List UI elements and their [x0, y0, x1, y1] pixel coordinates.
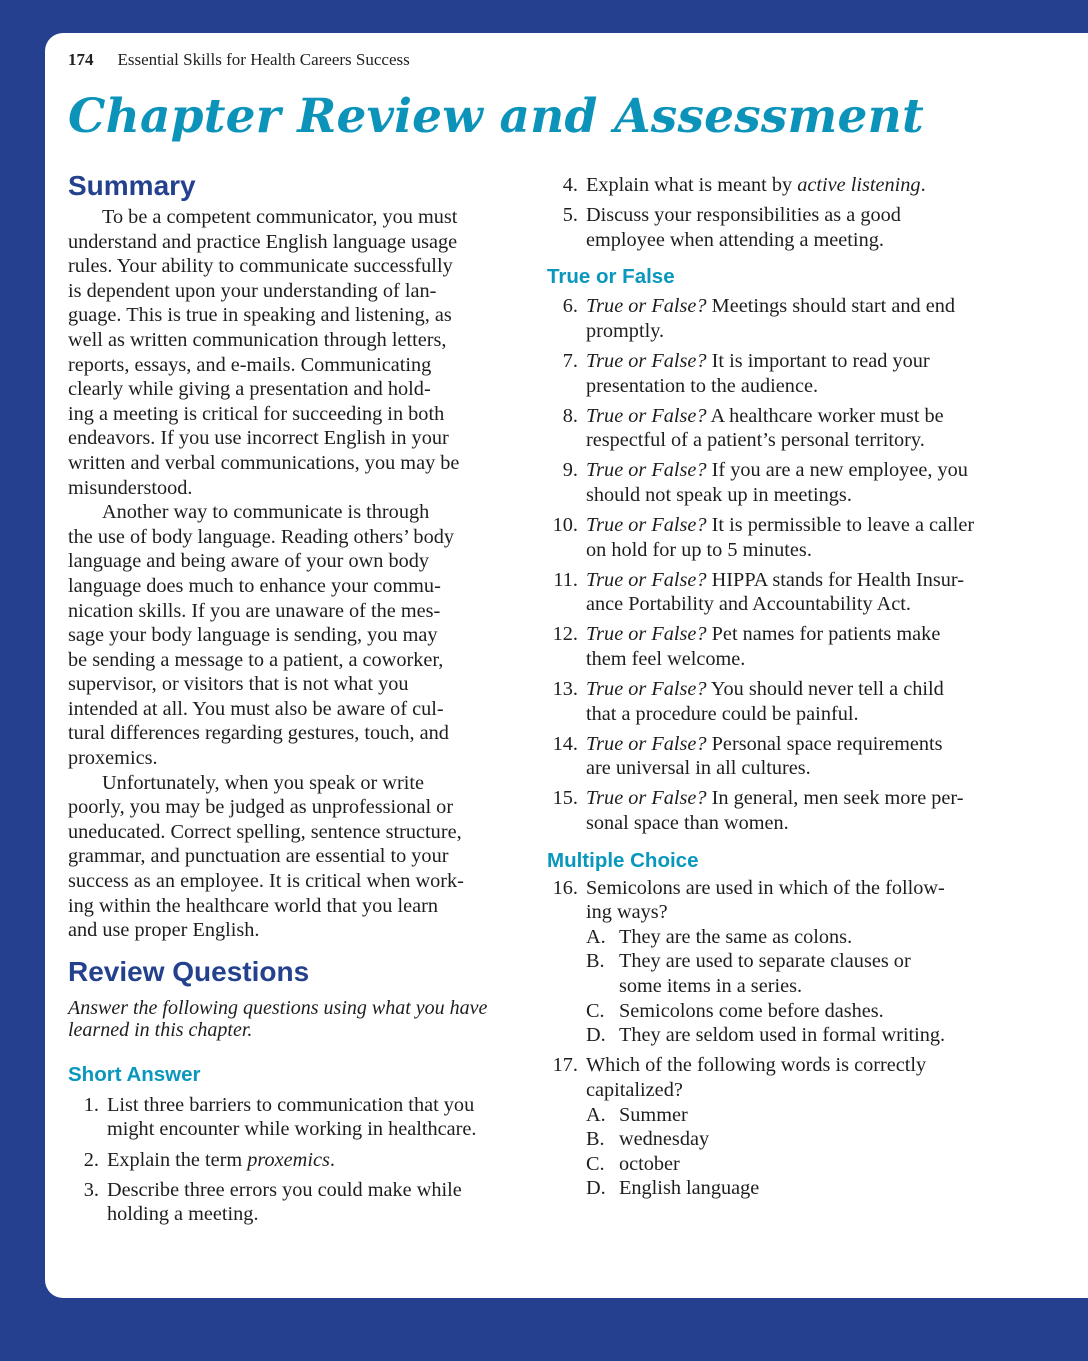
true-false-heading: True or False — [547, 265, 675, 289]
summary-paragraph-1: To be a competent communicator, you must understand and practice English language usage rules. Your ability to communicate successfully is dependent upon your understanding of lan- guage. This is true in speaking and listening, as well as written communication through letters, reports, essays, and e-mails. Communicating clearly while giving a presentation and hold- ing a meeting is critical for succeeding in both endeavors. If you use incorrect English in your written and verbal communications, you may be misunderstood. — [68, 206, 460, 499]
textbook-page — [45, 33, 1088, 1298]
short-answer-list — [68, 1093, 530, 1227]
chapter-title: Chapter Review and Assessment — [68, 89, 924, 144]
question-6: 6. True or False? Meetings should start and end promptly. — [562, 295, 955, 342]
choice-16d: D. They are seldom used in formal writing. — [586, 1024, 946, 1047]
question-13: 13. True or False? You should never tell a child that a procedure could be painful. — [552, 678, 944, 725]
question-15: 15. True or False? In general, men seek more per- sonal space than women. — [552, 787, 964, 835]
choice-17a: A. Summer — [586, 1103, 688, 1126]
summary-heading: Summary — [68, 170, 196, 201]
book-title: Essential Skills for Health Careers Success — [117, 50, 410, 69]
question-16: 16. Semicolons are used in which of the follow- ing ways? A. They are the same as colons. B. They are used to separate clauses or some items in a series. C. Semicolons come before dashes. D. They are seldom used in formal writing. — [547, 876, 1012, 1048]
question-11: 11. True or False? HIPPA stands for Health Insur- ance Portability and Accountability Act. — [553, 568, 965, 616]
summary-paragraph-2: Another way to communicate is through the use of body language. Reading others’ body language and being aware of your own body language does much to enhance your commu- nication skills. If you are unaware of the mes- sage your body language is sending, you may be sending a message to a patient, a coworker, supervisor, or visitors that is not what you intended at all. You must also be aware of cul- tural differences regarding gestures, touch, and proxemics. — [68, 501, 454, 770]
question-1: 1. List three barriers to communication that you might encounter while working in healthcare. — [83, 1093, 477, 1141]
question-8: 8. True or False? A healthcare worker must be respectful of a patient’s personal territory. — [562, 404, 944, 452]
choice-16c: C. Semicolons come before dashes. — [586, 999, 884, 1022]
choice-16a: A. They are the same as colons. — [586, 925, 853, 948]
question-10: 10. True or False? It is permissible to leave a caller on hold for up to 5 minutes. — [552, 514, 975, 561]
multiple-choice-heading: Multiple Choice — [547, 848, 699, 872]
question-2: 2. Explain the term proxemics. — [83, 1148, 335, 1171]
page-number: 174 — [68, 50, 94, 69]
question-9: 9. True or False? If you are a new employee, you should not speak up in meetings. — [562, 459, 968, 506]
left-column — [68, 169, 530, 1232]
question-7: 7. True or False? It is important to read your presentation to the audience. — [562, 349, 930, 397]
question-3: 3. Describe three errors you could make while holding a meeting. — [83, 1178, 462, 1226]
choice-17c: C. october — [586, 1152, 680, 1175]
review-instructions: Answer the following questions using what you have learned in this chapter. — [68, 996, 488, 1042]
question-17-choices — [586, 1103, 1012, 1201]
review-questions-heading: Review Questions — [68, 955, 310, 987]
multiple-choice-list — [547, 876, 1012, 1201]
question-17: 17. Which of the following words is correctly capitalized? A. Summer B. wednesday C. october D. English language — [547, 1053, 1012, 1201]
true-false-list — [547, 294, 1012, 835]
short-answer-list-continued — [547, 173, 1012, 252]
question-16-choices — [586, 925, 1012, 1048]
question-14: 14. True or False? Personal space requirements are universal in all cultures. — [552, 732, 943, 780]
question-12: 12. True or False? Pet names for patients make them feel welcome. — [552, 623, 941, 670]
right-column — [547, 173, 1012, 1206]
question-5: 5. Discuss your responsibilities as a good employee when attending a meeting. — [562, 204, 901, 251]
running-head — [68, 50, 410, 70]
choice-17b: B. wednesday — [586, 1128, 710, 1151]
choice-16b: B. They are used to separate clauses or some items in a series. — [586, 950, 911, 998]
short-answer-heading: Short Answer — [68, 1062, 201, 1086]
summary-paragraph-3: Unfortunately, when you speak or write poorly, you may be judged as unprofessional or uneducated. Correct spelling, sentence structure, grammar, and punctuation are essential to your success as an employee. It is critical when work- ing within the healthcare world that you learn and use proper English. — [68, 771, 464, 942]
question-4: 4. Explain what is meant by active listening. — [562, 174, 926, 196]
choice-17d: D. English language — [586, 1177, 760, 1200]
